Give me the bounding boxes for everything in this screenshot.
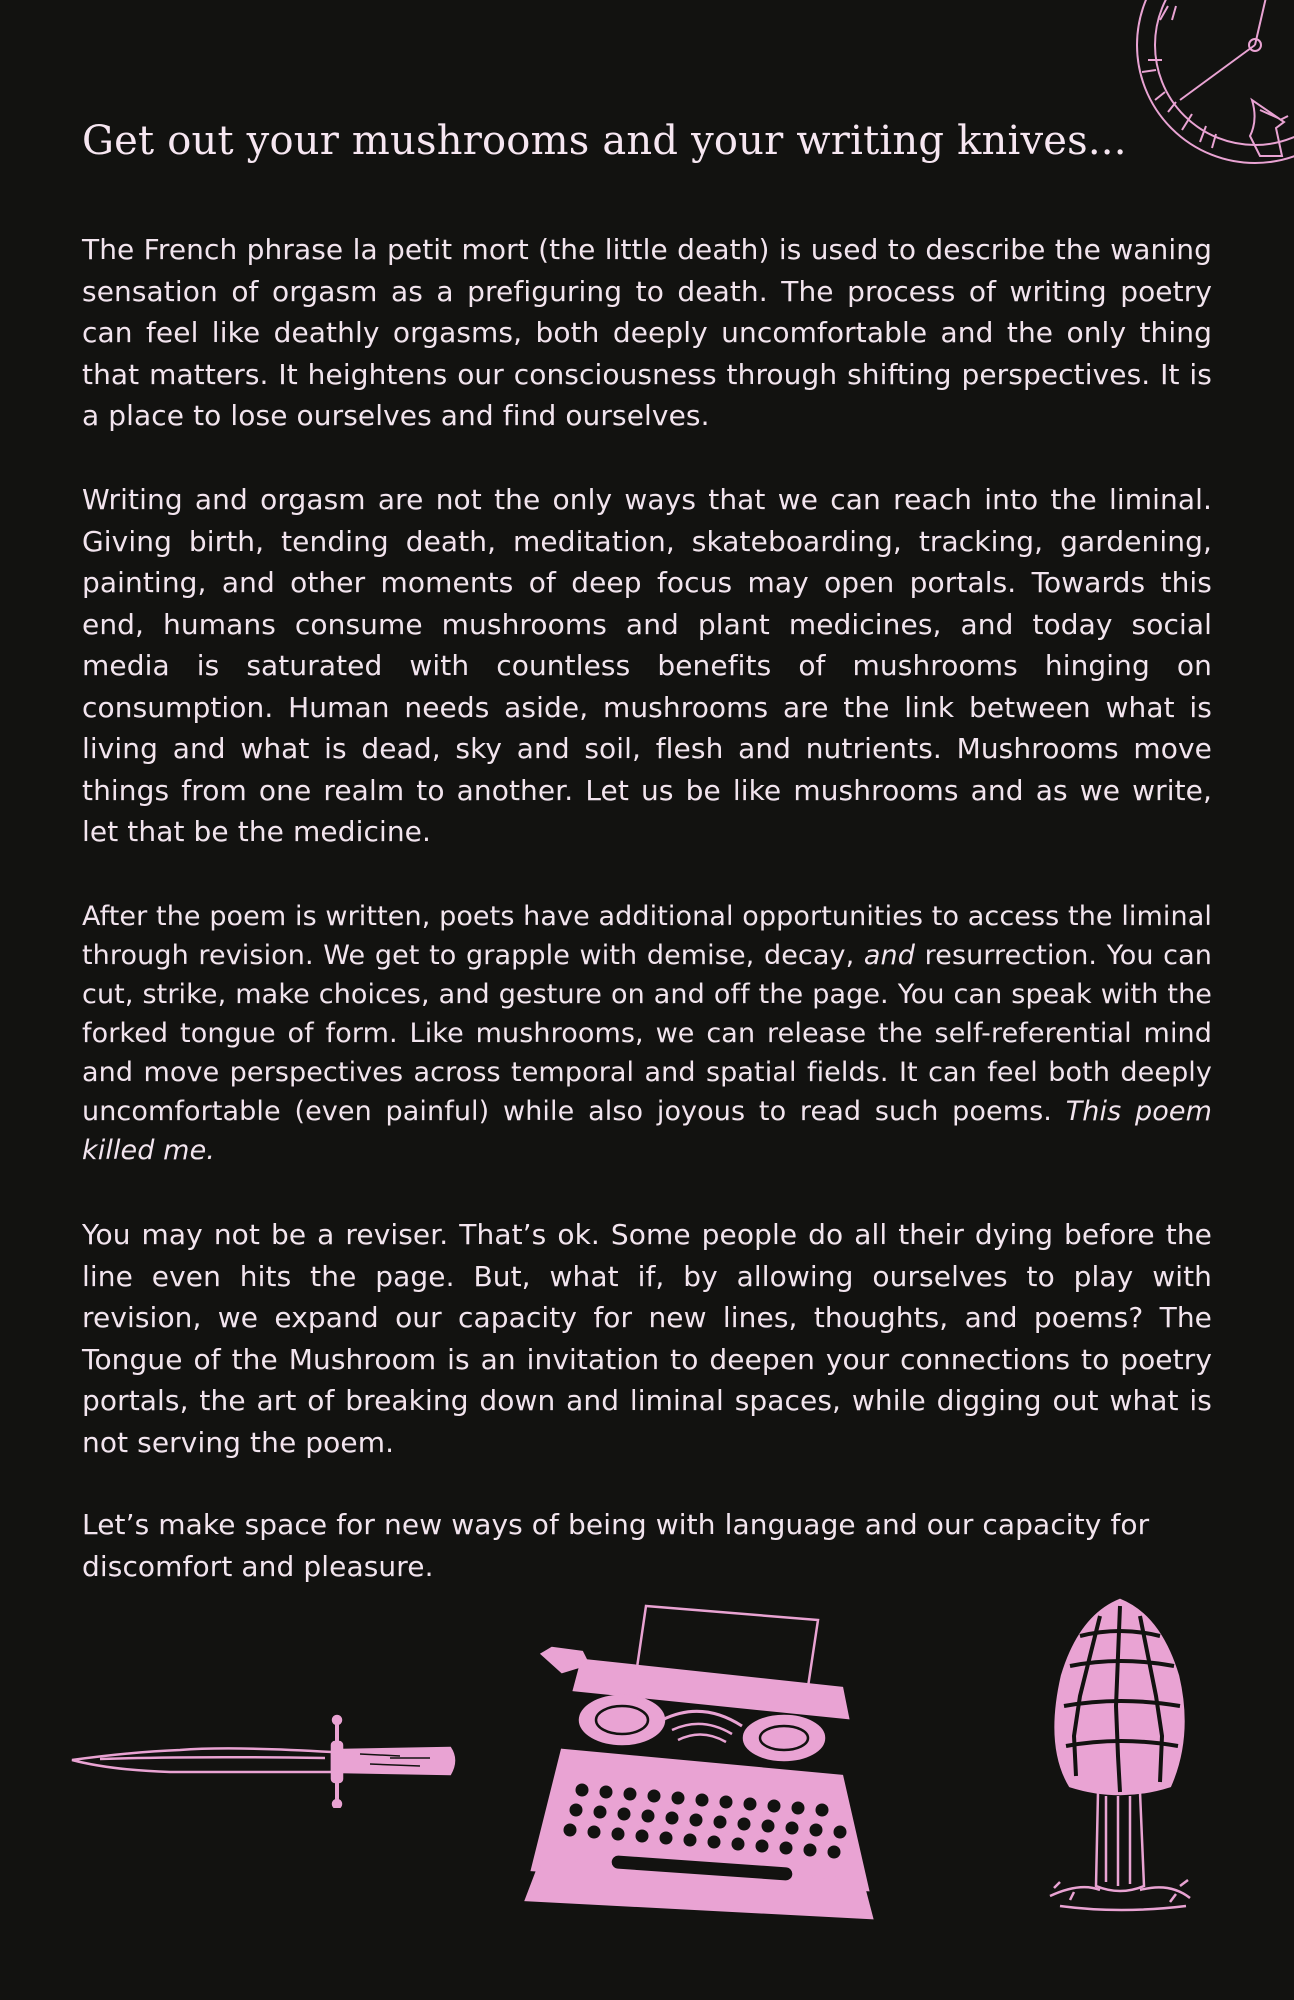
paragraph-revision (82, 897, 1212, 1170)
paragraph-liminal: Writing and orgasm are not the only ways that we can reach into the liminal. Giving birth, tending death, meditation, skateboarding, tracking, gardening, painting, and other moments of deep focus may open portals. Towards this end, humans consume mushrooms and plant medicines, and today social media is saturated with countless benefits of mushrooms hinging on consumption. Human needs aside, mushrooms are the link between what is living and what is dead, sky and soil, flesh and nutrients. Mushrooms move things from one realm to another. Let us be like mushrooms and as we write, let that be the medicine. (82, 483, 1212, 848)
knife-illustration (70, 1712, 460, 1808)
paragraph-revision-text-a: After the poem is written, poets have additional opportunities to access the liminal through revision. We get to grapple with demise, decay, (82, 901, 1212, 971)
morel-mushroom-illustration (1040, 1596, 1200, 1916)
paragraph-closing: Let’s make space for new ways of being with language and our capacity for discomfort and pleasure. (82, 1508, 1150, 1583)
typewriter-illustration (522, 1600, 882, 1932)
paragraph-reviser: You may not be a reviser. That’s ok. Some people do all their dying before the line even hits the page. But, what if, by allowing ourselves to play with revision, we expand our capacity for new lines, thoughts, and poems? The Tongue of the Mushroom is an invitation to deepen your connections to poetry portals, the art of breaking down and liminal spaces, while digging out what is not serving the poem. (82, 1218, 1212, 1459)
paragraph-revision-text-b: resurrection. You can cut, strike, make choices, and gesture on and off the page. You can speak with the forked tongue of form. Like mushrooms, we can release the self-referential mind and move perspectives across temporal and spatial fields. It can feel both deeply uncomfortable (even painful) while also joyous to read such poems. (82, 940, 1212, 1127)
paragraph-revision-italic-quote: This poem killed me. (82, 1096, 1213, 1166)
clock-illustration (1120, 0, 1294, 180)
paragraph-la-petit-mort: The French phrase la petit mort (the little death) is used to describe the waning sensation of orgasm as a prefiguring to death. The process of writing poetry can feel like deathly orgasms, both deeply uncomfortable and the only thing that matters. It heightens our consciousness through shifting perspectives. It is a place to lose ourselves and find ourselves. (82, 233, 1212, 432)
page-heading: Get out your mushrooms and your writing knives... (82, 118, 1127, 164)
paragraph-revision-italic-and: and (863, 940, 915, 971)
